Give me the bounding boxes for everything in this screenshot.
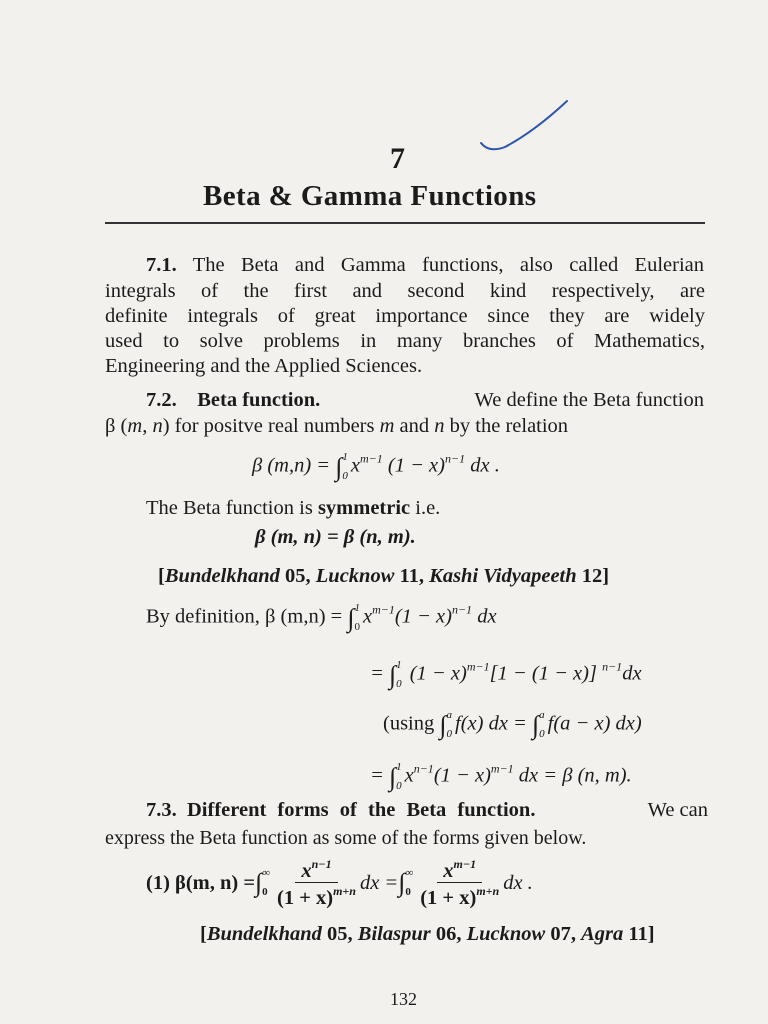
t: 0 <box>405 886 411 898</box>
proof-line-4 <box>370 762 632 792</box>
t: x <box>443 860 454 882</box>
t: dx <box>472 605 497 628</box>
section-7-1-line-4: used to solve problems in many branches of Mathematics, <box>105 330 705 352</box>
t: 0 <box>396 678 402 690</box>
section-7-2-line-2 <box>105 416 568 437</box>
integral-sign: ∫ <box>335 452 343 482</box>
t: ∞ <box>405 867 414 879</box>
t: (1 − x) <box>433 764 491 787</box>
t: 0 <box>262 886 268 898</box>
t: symmetric <box>317 497 411 519</box>
t: n−1 <box>602 659 623 674</box>
t: = <box>370 662 389 685</box>
t: (1 − x) <box>394 605 452 628</box>
t: 0 <box>446 728 452 740</box>
t: and <box>394 415 435 437</box>
section-number: 7.2. <box>146 389 177 411</box>
t: [1 − (1 − x)] <box>489 662 603 685</box>
t: 1 <box>342 451 348 463</box>
t: i.e. <box>410 497 441 519</box>
integral-sign: ∫ <box>439 710 447 740</box>
t: ) for positve real numbers <box>162 415 380 437</box>
t: 07, <box>545 923 582 945</box>
t: Bundelkhand <box>206 923 322 945</box>
t: m−1 <box>453 857 477 871</box>
integral-sign: ∫ <box>532 710 540 740</box>
t: Agra <box>581 923 624 945</box>
t: dx <box>622 662 642 685</box>
t: 11, <box>394 565 430 587</box>
t: (1) β(m, n) = <box>146 871 256 894</box>
section-number: 7.3. <box>146 799 177 821</box>
t: dx . <box>503 871 533 894</box>
t: β ( <box>105 415 128 437</box>
proof-line-3 <box>383 710 642 740</box>
section-7-1-line-1 <box>146 255 704 276</box>
section-7-1-line-3: definite integrals of great importance since they are widely <box>105 305 705 327</box>
t: Kashi Vidyapeeth <box>429 565 577 587</box>
t: Bilaspur <box>357 923 431 945</box>
text: We define the Beta function <box>474 389 704 411</box>
t: f(x) dx = <box>455 712 533 735</box>
t: x <box>404 764 414 787</box>
t: 0 <box>396 780 402 792</box>
section-7-3-heading-line <box>146 800 708 821</box>
t: (1 + x) <box>277 886 334 909</box>
t: dx = <box>359 871 399 894</box>
integral-sign: ∫ <box>388 762 397 792</box>
t: [ <box>158 565 165 587</box>
t: 1 <box>396 659 402 671</box>
chapter-number: 7 <box>390 142 405 175</box>
section-7-2-heading-line <box>146 390 704 411</box>
proof-line-1 <box>146 603 497 633</box>
t: 1 <box>354 602 360 614</box>
page-number: 132 <box>390 989 417 1009</box>
t: n <box>434 415 445 437</box>
t: 06, <box>430 923 467 945</box>
t: a <box>446 709 452 721</box>
text: We can <box>647 799 708 821</box>
t: [ <box>200 923 207 945</box>
t: x <box>350 454 360 477</box>
t: (1 − x) <box>382 454 445 477</box>
t: Lucknow <box>315 565 395 587</box>
exam-reference <box>200 924 655 945</box>
exam-reference <box>158 566 609 587</box>
t: m−1 <box>490 761 514 776</box>
section-number: 7.1. <box>146 254 177 276</box>
t: 0 <box>354 621 360 633</box>
t: x <box>301 860 312 882</box>
t: n−1 <box>451 602 473 617</box>
section-heading: Beta function. <box>197 389 321 411</box>
t: m−1 <box>360 451 383 466</box>
t: 0 <box>539 728 545 740</box>
t: m−1 <box>466 659 490 674</box>
t: n−1 <box>311 857 332 871</box>
beta-definition-equation <box>252 452 500 482</box>
t: 05, <box>279 565 316 587</box>
title-rule <box>105 222 705 224</box>
checkmark-annotation <box>475 95 575 160</box>
t: , <box>142 415 153 437</box>
t: 1 <box>396 761 402 773</box>
symmetry-equation: β (m, n) = β (n, m). <box>255 526 416 548</box>
integral-sign: ∫ <box>398 868 406 897</box>
t: by the relation <box>444 415 569 437</box>
t: x <box>362 605 373 628</box>
integral-sign: ∫ <box>255 868 263 897</box>
chapter-title: Beta & Gamma Functions <box>203 180 537 212</box>
integral-sign: ∫ <box>388 660 397 690</box>
t: n−1 <box>444 451 466 466</box>
section-7-3-line-2: express the Beta function as some of the forms given below. <box>105 827 587 849</box>
t: dx = β (n, m). <box>513 764 632 787</box>
t: By definition, β (m,n) = <box>146 605 348 628</box>
t: = <box>370 764 389 787</box>
t: m+n <box>476 883 500 898</box>
t: (using <box>383 712 440 735</box>
text: The Beta and Gamma functions, also called Eulerian <box>176 254 704 276</box>
beta-form-1-equation <box>146 858 533 908</box>
t: Lucknow <box>466 923 546 945</box>
t: 11] <box>623 923 655 945</box>
section-7-1-line-2: integrals of the first and second kind respectively, are <box>105 280 705 302</box>
t: dx . <box>465 454 500 477</box>
t: The Beta function is <box>146 497 318 519</box>
t: β (m,n) = <box>252 454 336 477</box>
t: (1 − x) <box>404 662 467 685</box>
t: f(a − x) dx) <box>547 712 642 735</box>
t: 12] <box>576 565 610 587</box>
t: m+n <box>333 883 356 898</box>
t: (1 + x) <box>420 886 477 909</box>
t: n−1 <box>413 761 434 776</box>
t: 05, <box>321 923 358 945</box>
t: Bundelkhand <box>164 565 280 587</box>
integral-sign: ∫ <box>347 603 355 633</box>
section-heading: Different forms of the Beta function. <box>187 799 536 821</box>
t: 0 <box>342 470 348 482</box>
t: m <box>379 415 395 437</box>
t: n <box>152 415 163 437</box>
section-7-1-line-5: Engineering and the Applied Sciences. <box>105 355 423 377</box>
t: a <box>539 709 545 721</box>
t: m <box>127 415 143 437</box>
symmetric-line <box>146 498 440 519</box>
t: ∞ <box>262 867 270 879</box>
proof-line-2 <box>370 660 642 690</box>
t: m−1 <box>372 602 395 617</box>
